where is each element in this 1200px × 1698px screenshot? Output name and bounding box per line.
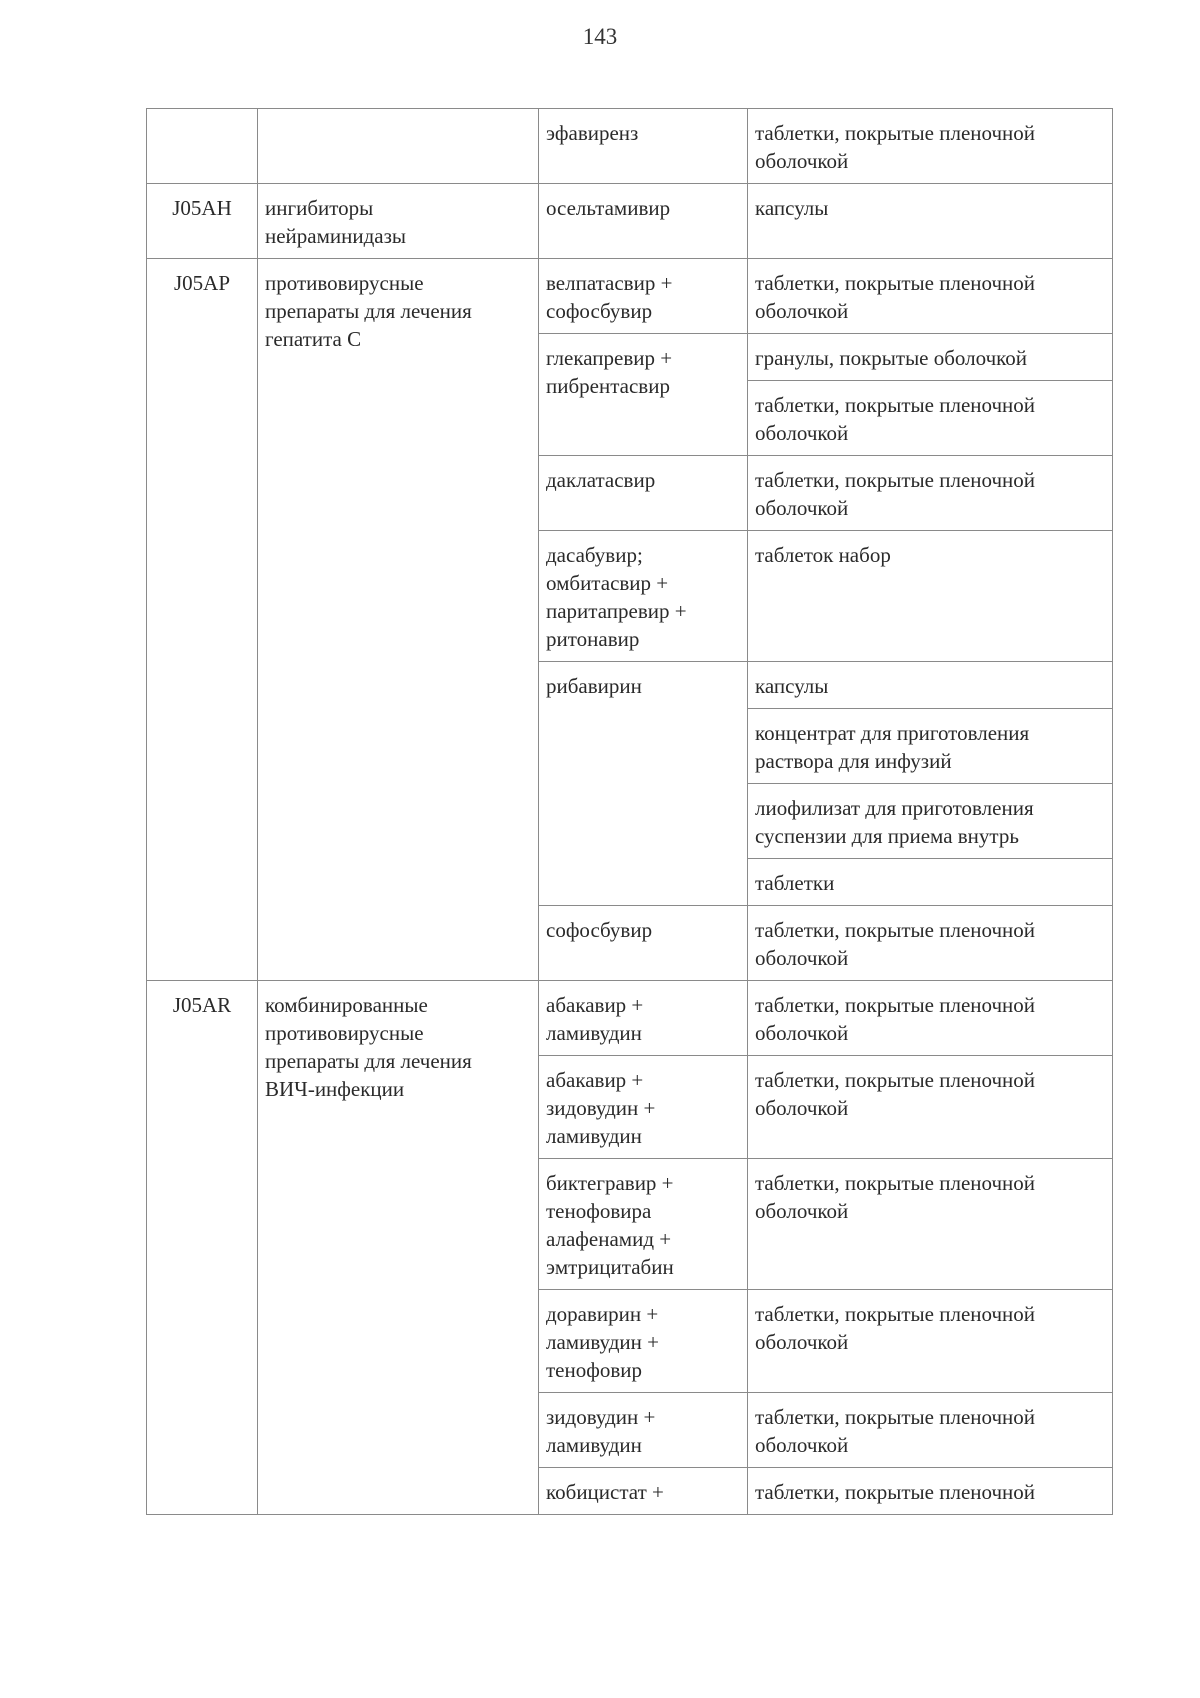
group-name-cell (258, 109, 539, 184)
drug-name-cell: дасабувир; омбитасвир + паритапревир + ритонавир (539, 531, 748, 662)
page-number: 143 (582, 24, 618, 49)
drug-name-cell: зидовудин + ламивудин (539, 1393, 748, 1468)
table-row (147, 259, 1113, 334)
dosage-form-cell: концентрат для приготовления раствора для инфузий (748, 709, 1113, 784)
drug-name-cell: кобицистат + (539, 1468, 748, 1515)
atc-code-cell: J05AH (147, 184, 258, 259)
dosage-form-cell: таблетки (748, 859, 1113, 906)
drug-name-cell: осельтамивир (539, 184, 748, 259)
group-name-cell: противовирусные препараты для лечения гепатита C (258, 259, 539, 981)
drug-name-cell: биктегравир + тенофовира алафенамид + эмтрицитабин (539, 1159, 748, 1290)
table-row (147, 109, 1113, 184)
dosage-form-cell: лиофилизат для приготовления суспензии для приема внутрь (748, 784, 1113, 859)
dosage-form-cell: гранулы, покрытые оболочкой (748, 334, 1113, 381)
dosage-form-cell: таблетки, покрытые пленочной оболочкой (748, 1159, 1113, 1290)
atc-code-cell: J05AR (147, 981, 258, 1515)
drug-name-cell: абакавир + зидовудин + ламивудин (539, 1056, 748, 1159)
drug-name-cell: велпатасвир + софосбувир (539, 259, 748, 334)
table-row (147, 981, 1113, 1056)
dosage-form-cell: таблетки, покрытые пленочной оболочкой (748, 456, 1113, 531)
dosage-form-cell: таблетки, покрытые пленочной оболочкой (748, 259, 1113, 334)
dosage-form-cell: таблетки, покрытые пленочной оболочкой (748, 981, 1113, 1056)
dosage-form-cell: таблеток набор (748, 531, 1113, 662)
drug-name-cell: рибавирин (539, 662, 748, 906)
drug-name-cell: эфавиренз (539, 109, 748, 184)
dosage-form-cell: таблетки, покрытые пленочной оболочкой (748, 381, 1113, 456)
atc-code-cell (147, 109, 258, 184)
dosage-form-cell: таблетки, покрытые пленочной оболочкой (748, 109, 1113, 184)
drug-table (146, 108, 1113, 1515)
drug-name-cell: глекапревир + пибрентасвир (539, 334, 748, 456)
dosage-form-cell: таблетки, покрытые пленочной оболочкой (748, 1393, 1113, 1468)
dosage-form-cell: таблетки, покрытые пленочной оболочкой (748, 906, 1113, 981)
dosage-form-cell: капсулы (748, 662, 1113, 709)
dosage-form-cell: капсулы (748, 184, 1113, 259)
dosage-form-cell: таблетки, покрытые пленочной (748, 1468, 1113, 1515)
group-name-cell: комбинированные противовирусные препараты для лечения ВИЧ-инфекции (258, 981, 539, 1515)
drug-name-cell: абакавир + ламивудин (539, 981, 748, 1056)
dosage-form-cell: таблетки, покрытые пленочной оболочкой (748, 1056, 1113, 1159)
drug-name-cell: софосбувир (539, 906, 748, 981)
group-name-cell: ингибиторы нейраминидазы (258, 184, 539, 259)
atc-code-cell: J05AP (147, 259, 258, 981)
drug-name-cell: доравирин + ламивудин + тенофовир (539, 1290, 748, 1393)
table-row (147, 184, 1113, 259)
drug-name-cell: даклатасвир (539, 456, 748, 531)
dosage-form-cell: таблетки, покрытые пленочной оболочкой (748, 1290, 1113, 1393)
